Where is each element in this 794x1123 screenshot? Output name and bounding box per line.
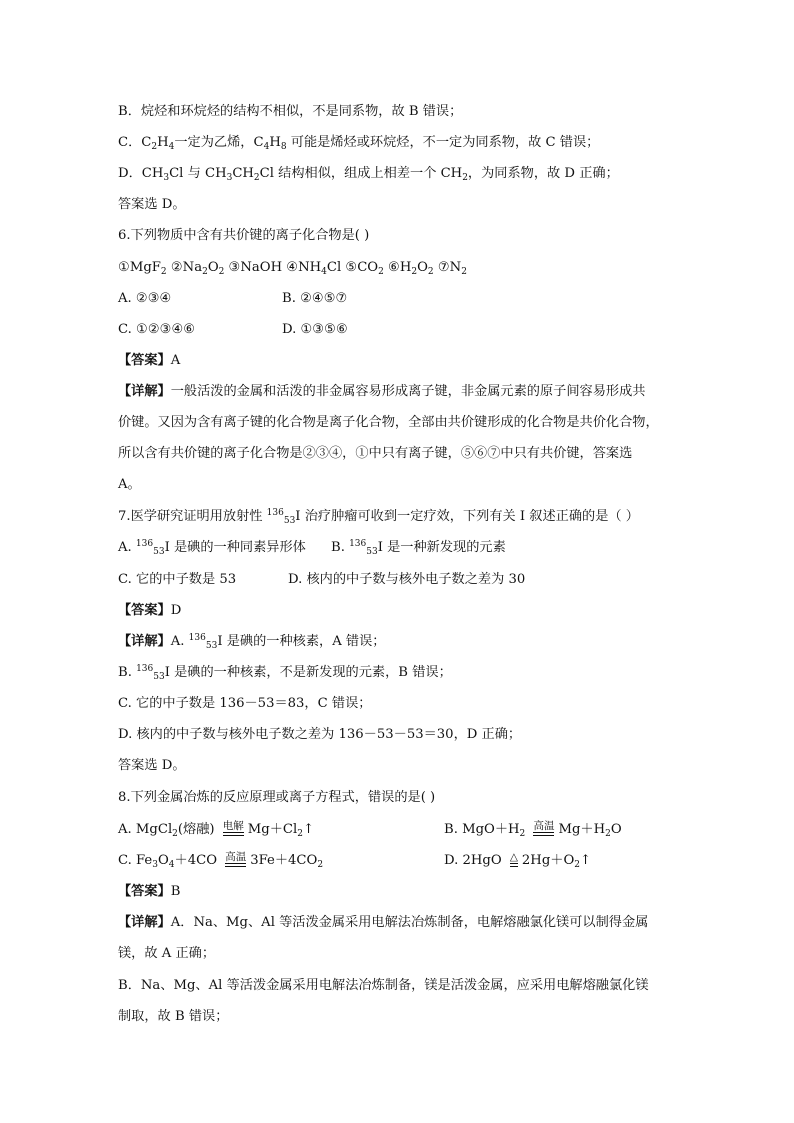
detail-6-line-3: 所以含有共价键的离子化合物是②③④，①中只有离子键，⑤⑥⑦中只有共价键，答案选 <box>118 446 633 461</box>
answer-line-7: 答案选 D。 <box>118 758 186 773</box>
question-7-option-d: D. 核内的中子数与核外电子数之差为 30 <box>288 572 526 587</box>
question-8: 8.下列金属冶炼的反应原理或离子方程式，错误的是( ) <box>118 790 436 805</box>
question-7-option-c: C. 它的中子数是 53 <box>118 572 237 587</box>
electrolysis-condition: 电解 <box>220 825 247 836</box>
answer-line-5: 答案选 D。 <box>118 197 186 212</box>
explanation-line-c: C．$C_2H_4$一定为乙烯，$C_4H_8$ 可能是烯烃或环烷烃，不一定为同系物，故 C 错误； <box>118 135 600 152</box>
detail-7-line-a: 【详解】A. $^{136}_{53}$I 是碘的一种核素，A 错误； <box>118 633 386 651</box>
question-8-option-d: D. 2HgO △ $2Hg+O_2↑$ <box>444 851 592 870</box>
heating-condition: △ <box>507 856 521 867</box>
question-8-option-c: C. $Fe_3O_4+4CO$ 高温 $3Fe+4CO_2$ <box>118 851 324 870</box>
detail-8-line-1: 【详解】A．Na、Mg、Al 等活泼金属采用电解法冶炼制备，电解熔融氯化镁可以制得金属 <box>118 915 649 930</box>
detail-8-line-4: 制取，故 B 错误； <box>118 1009 229 1024</box>
detail-7-line-b: B. $^{136}_{53}$I 是碘的一种核素，不是新发现的元素，B 错误； <box>118 664 452 682</box>
high-temperature-condition: 高温 <box>222 856 249 867</box>
answer-8: 【答案】B <box>118 884 181 899</box>
question-6-substances: ①MgF$_2$ $②Na_2O_2$ ③NaOH $④NH_4Cl$ $⑤CO_2$ $⑥H_2O_2$ $⑦N_2$ <box>118 260 467 277</box>
answer-7: 【答案】D <box>118 603 182 618</box>
question-7-option-a: A. $^{136}_{53}$I 是碘的一种同素异形体 <box>118 539 306 557</box>
detail-6-line-1: 【详解】一般活泼的金属和活泼的非金属容易形成离子键，非金属元素的原子间容易形成共 <box>118 384 646 399</box>
question-6-option-c: C. ①②③④⑥ <box>118 322 196 337</box>
question-6: 6.下列物质中含有共价键的离子化合物是( ) <box>118 228 370 243</box>
question-7-option-b: B. $^{136}_{53}$I 是一种新发现的元素 <box>331 539 506 557</box>
detail-7-line-d: D. 核内的中子数与核外电子数之差为 136－53－53＝30，D 正确； <box>118 727 522 742</box>
detail-8-line-3: B．Na、Mg、Al 等活泼金属采用电解法冶炼制备，镁是活泼金属，应采用电解熔融氯化镁 <box>118 978 649 993</box>
detail-8-line-2: 镁，故 A 正确； <box>118 946 216 961</box>
question-8-option-a: A. MgCl$_2$(熔融) 电解 $Mg+Cl_2↑$ <box>118 820 315 839</box>
detail-6-line-2: 价键。又因为含有离子键的化合物是离子化合物，全部由共价键形成的化合物是共价化合物， <box>118 415 659 430</box>
question-6-option-b: B. ②④⑤⑦ <box>282 291 348 306</box>
question-8-option-b: B. $MgO+H_2$ 高温 $Mg+H_2O$ <box>444 820 622 839</box>
explanation-line-b: B．烷烃和环烷烃的结构不相似，不是同系物，故 B 错误； <box>118 104 463 119</box>
question-6-option-a: A. ②③④ <box>118 291 172 306</box>
explanation-line-d: D．$CH_3Cl$ 与 $CH_3CH_2Cl$ 结构相似，组成上相差一个 $CH_2$，为同系物，故 D 正确； <box>118 166 619 183</box>
question-6-option-d: D. ①③⑤⑥ <box>282 322 348 337</box>
question-7: 7.医学研究证明用放射性 $^{136}_{53}$I 治疗肿瘤可收到一定疗效，下列有关 I 叙述正确的是（ ） <box>118 508 639 526</box>
detail-6-line-4: A。 <box>118 477 141 492</box>
detail-7-line-c: C. 它的中子数是 136－53＝83，C 错误； <box>118 696 372 711</box>
high-temperature-condition: 高温 <box>530 825 557 836</box>
answer-6: 【答案】A <box>118 353 181 368</box>
